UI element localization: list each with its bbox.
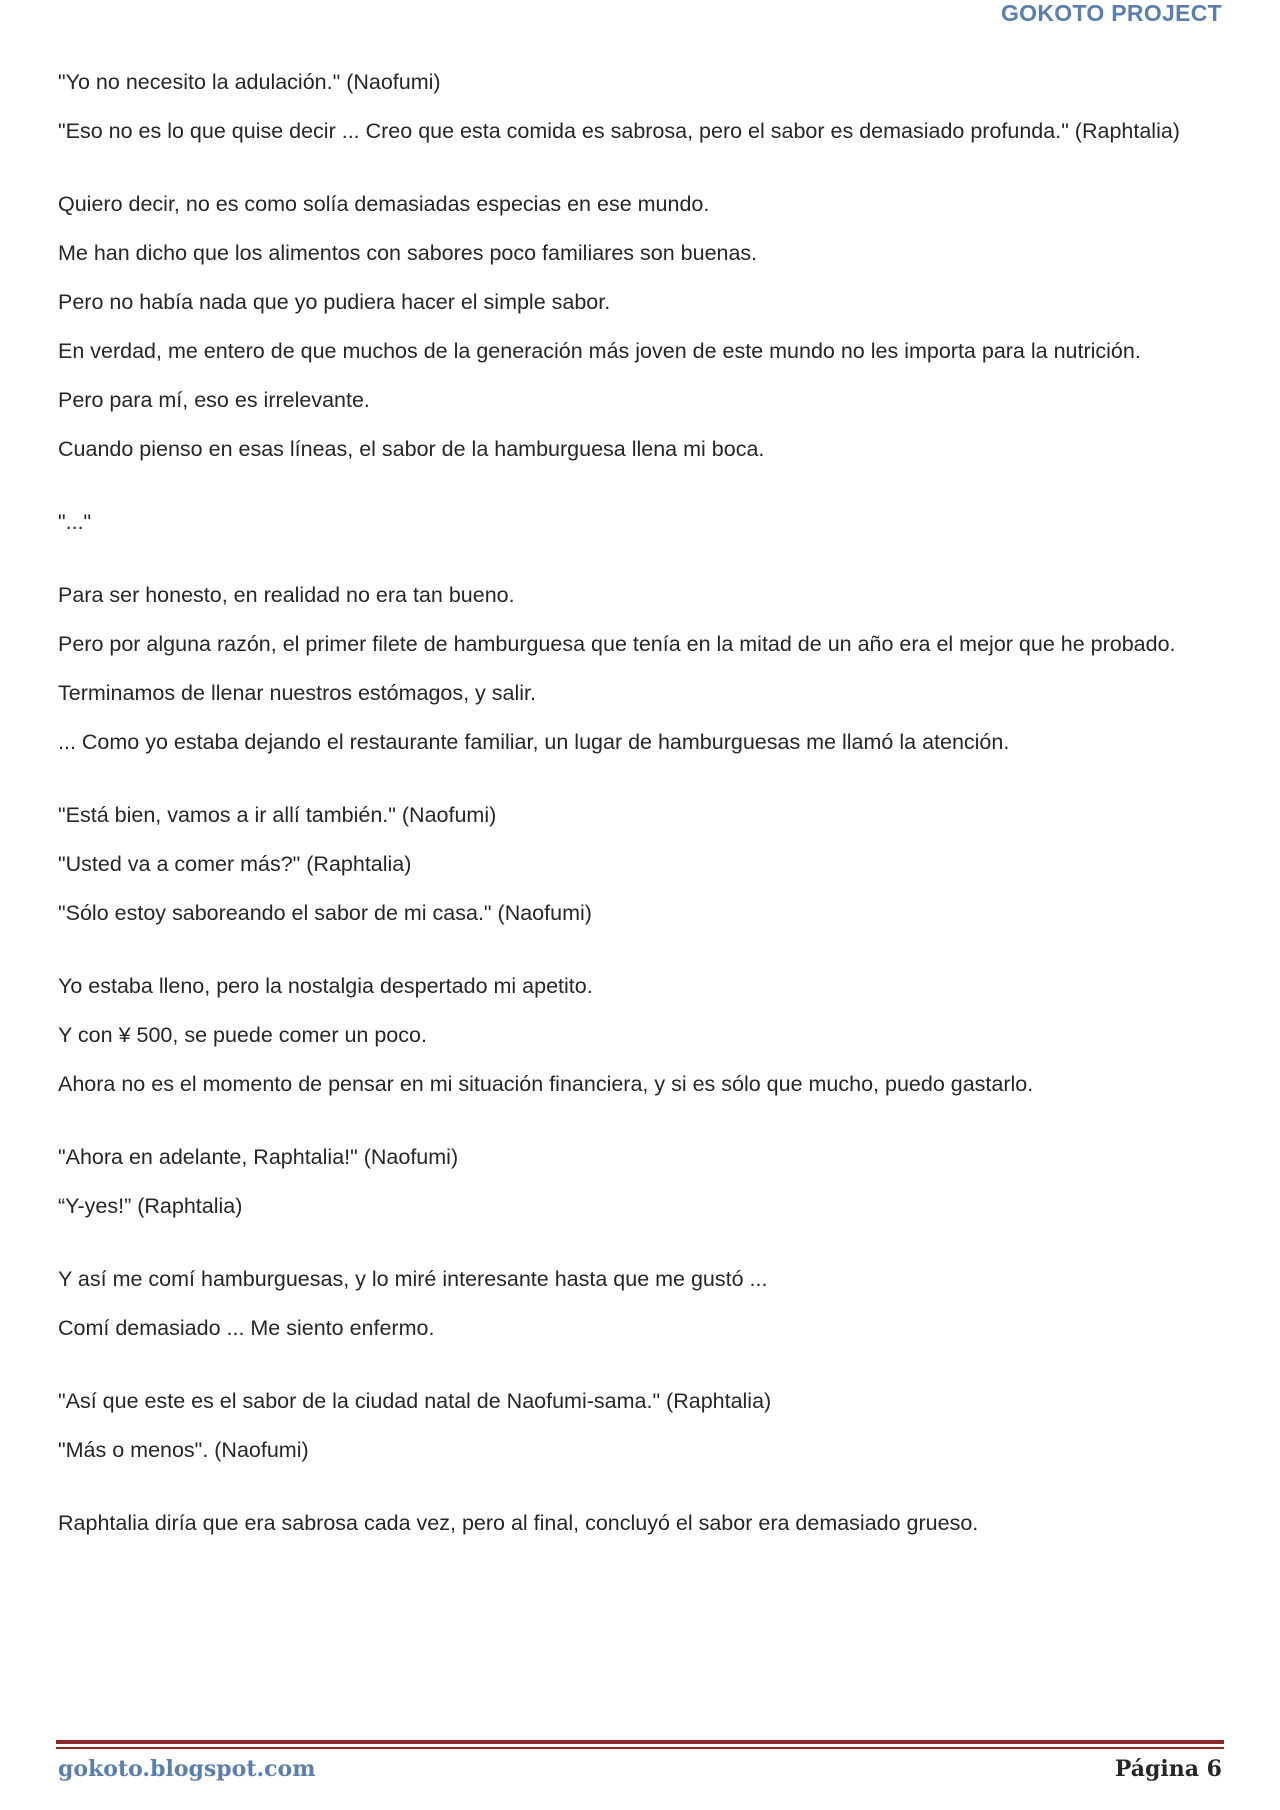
header-project-title: GOKOTO PROJECT	[1000, 0, 1222, 26]
paragraph: ... Como yo estaba dejando el restaurante familiar, un lugar de hamburguesas me llamó la atención.	[58, 730, 1010, 754]
paragraph: Yo estaba lleno, pero la nostalgia despertado mi apetito.	[58, 974, 593, 998]
paragraph: Pero por alguna razón, el primer filete de hamburguesa que tenía en la mitad de un año era el mejor que he probado.	[58, 632, 1176, 656]
paragraph: "Ahora en adelante, Raphtalia!" (Naofumi)	[58, 1145, 459, 1169]
paragraph: "Más o menos". (Naofumi)	[58, 1438, 309, 1462]
paragraph: Ahora no es el momento de pensar en mi situación financiera, y si es sólo que mucho, puedo gastarlo.	[58, 1072, 1034, 1096]
paragraph: Quiero decir, no es como solía demasiadas especias en ese mundo.	[58, 192, 710, 216]
paragraph: Me han dicho que los alimentos con sabores poco familiares son buenas.	[58, 241, 758, 265]
paragraph: Pero no había nada que yo pudiera hacer el simple sabor.	[58, 290, 611, 314]
footer-page-number: Página 6	[1114, 1756, 1222, 1782]
paragraph: Para ser honesto, en realidad no era tan bueno.	[58, 583, 515, 607]
paragraph: "Sólo estoy saboreando el sabor de mi casa." (Naofumi)	[58, 901, 592, 925]
paragraph: Y con ¥ 500, se puede comer un poco.	[58, 1023, 427, 1047]
paragraph: "Yo no necesito la adulación." (Naofumi)	[58, 70, 441, 94]
paragraph: Raphtalia diría que era sabrosa cada vez, pero al final, concluyó el sabor era demasiado grueso.	[58, 1511, 979, 1535]
paragraph: “Y-yes!” (Raphtalia)	[58, 1194, 243, 1218]
paragraph: Comí demasiado ... Me siento enfermo.	[58, 1316, 435, 1340]
paragraph: "Está bien, vamos a ir allí también." (Naofumi)	[58, 803, 497, 827]
paragraph: Pero para mí, eso es irrelevante.	[58, 388, 370, 412]
footer-site-link[interactable]: gokoto.blogspot.com	[58, 1756, 316, 1782]
paragraph: En verdad, me entero de que muchos de la generación más joven de este mundo no les importa para la nutrición.	[58, 339, 1141, 363]
paragraph: Y así me comí hamburguesas, y lo miré interesante hasta que me gustó ...	[58, 1267, 768, 1291]
paragraph: "..."	[58, 510, 92, 534]
paragraph: Cuando pienso en esas líneas, el sabor de la hamburguesa llena mi boca.	[58, 437, 765, 461]
paragraph: Terminamos de llenar nuestros estómagos, y salir.	[58, 681, 536, 705]
document-body	[58, 64, 1218, 1554]
paragraph: "Eso no es lo que quise decir ... Creo que esta comida es sabrosa, pero el sabor es demasiado profunda." (Raphtalia)	[58, 119, 1180, 143]
footer-rule-thick	[56, 1740, 1224, 1744]
footer-rule-thin	[56, 1747, 1224, 1749]
paragraph: "Así que este es el sabor de la ciudad natal de Naofumi-sama." (Raphtalia)	[58, 1389, 772, 1413]
paragraph: "Usted va a comer más?" (Raphtalia)	[58, 852, 412, 876]
